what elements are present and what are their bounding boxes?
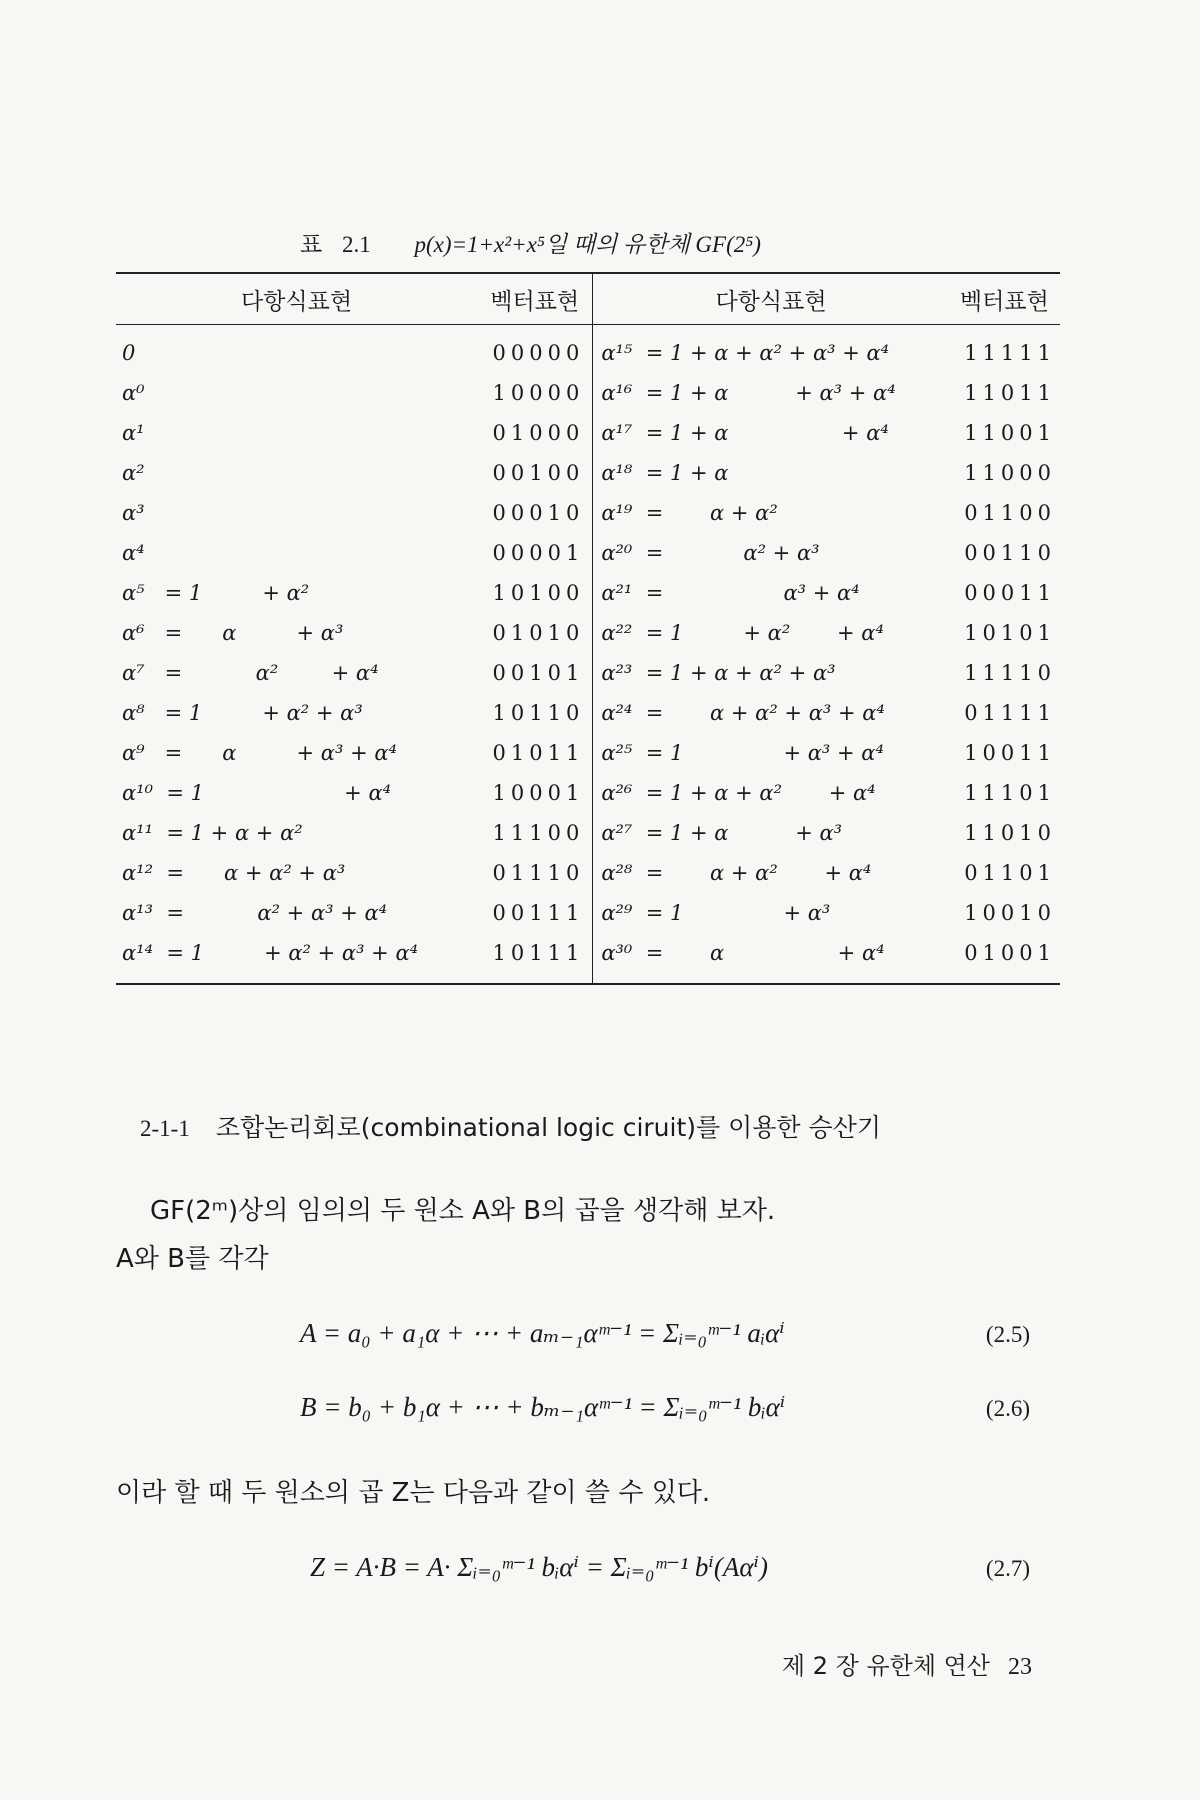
left-vector-cell: 00000 <box>477 325 593 374</box>
left-poly-cell: α⁹ = α + α³ + α⁴ <box>122 741 397 765</box>
table-row <box>116 813 1060 853</box>
table-row <box>116 453 1060 493</box>
table-row <box>116 413 1060 453</box>
table-row <box>116 773 1060 813</box>
page-number: 23 <box>1008 1654 1032 1680</box>
section-number: 2-1-1 <box>140 1116 190 1141</box>
table-row <box>116 373 1060 413</box>
left-vector-cell: 00001 <box>477 533 593 573</box>
left-vector-cell: 01010 <box>477 613 593 653</box>
left-vector-cell: 00100 <box>477 453 593 493</box>
right-poly-cell: α²⁷ = 1 + α + α³ <box>601 821 843 845</box>
section-title: 조합논리회로(combinational logic ciruit)를 이용한 승산기 <box>215 1113 881 1142</box>
table-row <box>116 653 1060 693</box>
gf-table <box>116 272 1060 985</box>
right-vector-cell: 01101 <box>964 861 1056 885</box>
table-row <box>116 893 1060 933</box>
caption-text: p(x)=1+x²+x⁵일 때의 유한체 GF(2⁵) <box>414 232 761 257</box>
right-vector-cell: 01111 <box>964 701 1056 725</box>
table-row <box>116 933 1060 984</box>
header-left-vec: 벡터표현 <box>477 273 593 325</box>
left-poly-cell: α³ <box>122 501 145 525</box>
right-vector-cell: 11001 <box>964 421 1056 445</box>
right-poly-cell: α¹⁵ = 1 + α + α² + α³ + α⁴ <box>601 341 890 365</box>
table-row <box>116 533 1060 573</box>
left-vector-cell: 10110 <box>477 693 593 733</box>
right-poly-cell: α²⁵ = 1 + α³ + α⁴ <box>601 741 884 765</box>
header-left-poly: 다항식표현 <box>116 273 477 325</box>
page-footer <box>782 1646 1032 1681</box>
equation: A = a₀ + a₁α + ⋯ + aₘ₋₁αᵐ⁻¹ = Σᵢ₌₀ᵐ⁻¹ aᵢαⁱ <box>300 1318 785 1348</box>
equation-number: (2.5) <box>985 1322 1030 1347</box>
right-poly-cell: α²⁰ = α² + α³ <box>601 541 820 565</box>
right-poly-cell: α²⁴ = α + α² + α³ + α⁴ <box>601 701 885 725</box>
table-caption <box>300 226 761 259</box>
left-vector-cell: 10001 <box>477 773 593 813</box>
header-right-poly: 다항식표현 <box>593 273 949 325</box>
left-poly-cell: α⁰ <box>122 381 145 405</box>
equation-number: (2.6) <box>985 1396 1030 1421</box>
paragraph-line: 이라 할 때 두 원소의 곱 Z는 다음과 같이 쓸 수 있다. <box>116 1478 711 1508</box>
right-poly-cell: α²² = 1 + α² + α⁴ <box>601 621 884 645</box>
right-vector-cell: 11110 <box>964 661 1056 685</box>
left-poly-cell: α⁵ = 1 + α² <box>122 581 310 605</box>
left-poly-cell: α¹³ = α² + α³ + α⁴ <box>122 901 388 925</box>
right-poly-cell: α¹⁷ = 1 + α + α⁴ <box>601 421 889 445</box>
left-poly-cell: α¹ <box>122 421 145 445</box>
table-row <box>116 573 1060 613</box>
left-poly-cell: 0 <box>122 341 136 365</box>
right-poly-cell: α³⁰ = α + α⁴ <box>601 941 885 965</box>
right-poly-cell: α²⁸ = α + α² + α⁴ <box>601 861 872 885</box>
caption-number: 2.1 <box>341 232 371 257</box>
right-poly-cell: α²⁶ = 1 + α + α² + α⁴ <box>601 781 876 805</box>
right-poly-cell: α²¹ = α³ + α⁴ <box>601 581 860 605</box>
left-poly-cell: α² <box>122 461 145 485</box>
left-poly-cell: α⁶ = α + α³ <box>122 621 344 645</box>
left-poly-cell: α⁸ = 1 + α² + α³ <box>122 701 363 725</box>
left-vector-cell: 11100 <box>477 813 593 853</box>
right-vector-cell: 11000 <box>964 461 1056 485</box>
equation: Z = A·B = A· Σᵢ₌₀ᵐ⁻¹ bᵢαⁱ = Σᵢ₌₀ᵐ⁻¹ bⁱ(Aαⁱ) <box>310 1552 768 1582</box>
table-row <box>116 693 1060 733</box>
table-row <box>116 733 1060 773</box>
right-vector-cell: 10101 <box>964 621 1056 645</box>
right-vector-cell: 01001 <box>964 941 1056 965</box>
right-vector-cell: 11111 <box>964 341 1056 365</box>
left-poly-cell: α¹² = α + α² + α³ <box>122 861 346 885</box>
paragraph-line: A와 B를 각각 <box>116 1244 269 1274</box>
table-row <box>116 853 1060 893</box>
equation-number: (2.7) <box>985 1556 1030 1581</box>
right-vector-cell: 00110 <box>964 541 1056 565</box>
right-vector-cell: 11011 <box>964 381 1056 405</box>
left-vector-cell: 00101 <box>477 653 593 693</box>
left-vector-cell: 00010 <box>477 493 593 533</box>
left-vector-cell: 10100 <box>477 573 593 613</box>
left-vector-cell: 10111 <box>477 933 593 984</box>
left-vector-cell: 00111 <box>477 893 593 933</box>
caption-label: 표 <box>300 232 323 257</box>
header-right-vec: 벡터표현 <box>949 273 1060 325</box>
equation: B = b₀ + b₁α + ⋯ + bₘ₋₁αᵐ⁻¹ = Σᵢ₌₀ᵐ⁻¹ bᵢαⁱ <box>300 1392 786 1422</box>
right-vector-cell: 11101 <box>964 781 1056 805</box>
left-vector-cell: 01011 <box>477 733 593 773</box>
right-poly-cell: α¹⁸ = 1 + α <box>601 461 729 485</box>
left-poly-cell: α¹⁴ = 1 + α² + α³ + α⁴ <box>122 941 419 965</box>
left-poly-cell: α¹¹ = 1 + α + α² <box>122 821 303 845</box>
right-vector-cell: 11010 <box>964 821 1056 845</box>
table-body <box>116 325 1060 985</box>
right-poly-cell: α¹⁶ = 1 + α + α³ + α⁴ <box>601 381 896 405</box>
right-vector-cell: 10011 <box>964 741 1056 765</box>
left-poly-cell: α¹⁰ = 1 + α⁴ <box>122 781 392 805</box>
right-poly-cell: α²³ = 1 + α + α² + α³ <box>601 661 836 685</box>
right-poly-cell: α²⁹ = 1 + α³ <box>601 901 831 925</box>
table-row <box>116 325 1060 374</box>
section-heading <box>140 1108 881 1144</box>
right-vector-cell: 10010 <box>964 901 1056 925</box>
right-vector-cell: 00011 <box>964 581 1056 605</box>
left-poly-cell: α⁴ <box>122 541 145 565</box>
left-vector-cell: 10000 <box>477 373 593 413</box>
right-poly-cell: α¹⁹ = α + α² <box>601 501 778 525</box>
footer-chapter: 제 2 장 유한체 연산 <box>781 1652 990 1680</box>
right-vector-cell: 01100 <box>964 501 1056 525</box>
left-poly-cell: α⁷ = α² + α⁴ <box>122 661 379 685</box>
table-row <box>116 613 1060 653</box>
table-header-row <box>116 273 1060 325</box>
left-vector-cell: 01110 <box>477 853 593 893</box>
left-vector-cell: 01000 <box>477 413 593 453</box>
table-row <box>116 493 1060 533</box>
paragraph-line: GF(2ᵐ)상의 임의의 두 원소 A와 B의 곱을 생각해 보자. <box>150 1196 776 1226</box>
